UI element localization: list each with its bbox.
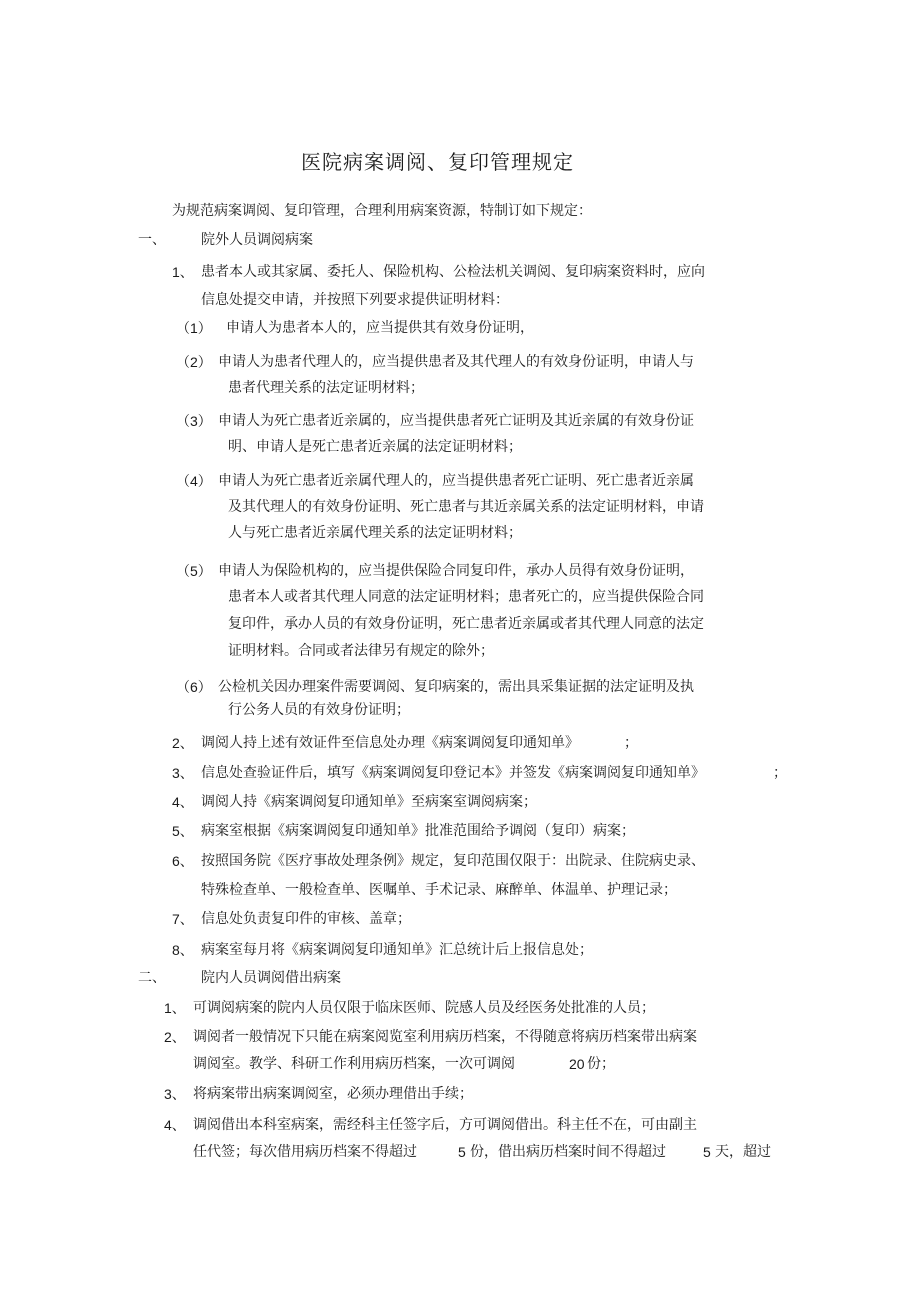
s2-item-4-line-2: 任代签；每次借用病历档案不得超过	[193, 1144, 417, 1160]
sub-item-4-line: 人与死亡患者近亲属代理关系的法定证明材料；	[228, 525, 522, 541]
s1-item-6-number: 6、	[172, 853, 194, 869]
sub-item-3-line: 明、申请人是死亡患者近亲属的法定证明材料；	[228, 439, 522, 455]
sub-item-4-line: 及其代理人的有效身份证明、死亡患者与其近亲属关系的法定证明材料，申请	[228, 499, 704, 515]
s2-item-2-count: 20	[569, 1056, 585, 1072]
sub-item-5-line: 患者本人或者其代理人同意的法定证明材料；患者死亡的，应当提供保险合同	[228, 589, 704, 605]
s1-item-4-text: 调阅人持《病案调阅复印通知单》至病案室调阅病案；	[201, 794, 537, 810]
s2-item-4-line-1: 调阅借出本科室病案，需经科主任签字后，方可调阅借出。科主任不在，可由副主	[193, 1117, 697, 1133]
s2-item-4-number: 4、	[164, 1117, 186, 1133]
sub-item-6-line: 行公务人员的有效身份证明；	[228, 702, 410, 718]
sub-item-4-number: （4）	[176, 473, 212, 489]
section-2-heading: 院内人员调阅借出病案	[201, 970, 341, 986]
s1-item-6-line-1: 按照国务院《医疗事故处理条例》规定，复印范围仅限于：出院录、住院病史录、	[201, 853, 705, 869]
intro-paragraph: 为规范病案调阅、复印管理，合理利用病案资源，特制订如下规定：	[172, 203, 592, 219]
sub-item-2-line: 患者代理关系的法定证明材料；	[228, 380, 424, 396]
sub-item-2-line: 申请人为患者代理人的，应当提供患者及其代理人的有效身份证明，申请人与	[218, 354, 694, 370]
sub-item-4-line: 申请人为死亡患者近亲属代理人的，应当提供患者死亡证明、死亡患者近亲属	[218, 473, 694, 489]
s1-item-1-line-1: 患者本人或其家属、委托人、保险机构、公检法机关调阅、复印病案资料时，应向	[201, 264, 705, 280]
s1-item-7-text: 信息处负责复印件的审核、盖章；	[201, 911, 411, 927]
s2-item-2-number: 2、	[164, 1029, 186, 1045]
s1-item-2-tail: ；	[624, 735, 638, 751]
s1-item-7-number: 7、	[172, 911, 194, 927]
s2-item-2-unit: 份；	[587, 1056, 615, 1072]
s1-item-6-line-2: 特殊检查单、一般检查单、医嘱单、手术记录、麻醉单、体温单、护理记录；	[201, 882, 677, 898]
sub-item-5-line: 证明材料。合同或者法律另有规定的除外；	[228, 643, 494, 659]
s2-item-2-line-1: 调阅者一般情况下只能在病案阅览室利用病历档案，不得随意将病历档案带出病案	[193, 1029, 697, 1045]
s1-item-5-number: 5、	[172, 823, 194, 839]
s1-item-1-number: 1、	[172, 264, 194, 280]
s2-item-4-limit-count: 5	[458, 1144, 466, 1160]
s1-item-3-tail: ；	[773, 765, 787, 781]
s1-item-3-number: 3、	[172, 765, 194, 781]
sub-item-5-number: （5）	[176, 563, 212, 579]
sub-item-5-line: 申请人为保险机构的，应当提供保险合同复印件，承办人员得有效身份证明，	[218, 563, 694, 579]
s1-item-8-number: 8、	[172, 942, 194, 958]
s1-item-4-number: 4、	[172, 794, 194, 810]
s2-item-3-text: 将病案带出病案调阅室，必须办理借出手续；	[193, 1086, 473, 1102]
s1-item-2-text: 调阅人持上述有效证件至信息处办理《病案调阅复印通知单》	[201, 735, 579, 751]
s1-item-1-line-2: 信息处提交申请，并按照下列要求提供证明材料：	[201, 292, 509, 308]
s1-item-5-text: 病案室根据《病案调阅复印通知单》批准范围给予调阅（复印）病案；	[201, 823, 635, 839]
s1-item-2-number: 2、	[172, 735, 194, 751]
sub-item-6-line: 公检机关因办理案件需要调阅、复印病案的，需出具采集证据的法定证明及执	[218, 679, 694, 695]
sub-item-3-line: 申请人为死亡患者近亲属的，应当提供患者死亡证明及其近亲属的有效身份证	[218, 413, 694, 429]
sub-item-6-number: （6）	[176, 679, 212, 695]
sub-item-1-line: 申请人为患者本人的，应当提供其有效身份证明，	[226, 320, 534, 336]
s2-item-4-line-2-mid: 份，借出病历档案时间不得超过	[470, 1144, 666, 1160]
s2-item-2-line-2: 调阅室。教学、科研工作利用病历档案，一次可调阅	[193, 1056, 515, 1072]
s2-item-4-line-2-end: 天，超过	[715, 1144, 771, 1160]
section-2-number: 二、	[138, 970, 166, 986]
section-1-heading: 院外人员调阅病案	[201, 232, 313, 248]
sub-item-1-number: （1）	[176, 320, 212, 336]
s2-item-4-limit-days: 5	[703, 1144, 711, 1160]
sub-item-2-number: （2）	[176, 354, 212, 370]
sub-item-5-line: 复印件，承办人员的有效身份证明，死亡患者近亲属或者其代理人同意的法定	[228, 616, 704, 632]
page-title: 医院病案调阅、复印管理规定	[301, 150, 574, 174]
s2-item-3-number: 3、	[164, 1086, 186, 1102]
s1-item-8-text: 病案室每月将《病案调阅复印通知单》汇总统计后上报信息处；	[201, 942, 593, 958]
sub-item-3-number: （3）	[176, 413, 212, 429]
s2-item-1-text: 可调阅病案的院内人员仅限于临床医师、院感人员及经医务处批准的人员；	[193, 1000, 655, 1016]
section-1-number: 一、	[138, 232, 166, 248]
s2-item-1-number: 1、	[164, 1000, 186, 1016]
s1-item-3-text: 信息处查验证件后，填写《病案调阅复印登记本》并签发《病案调阅复印通知单》	[201, 765, 705, 781]
